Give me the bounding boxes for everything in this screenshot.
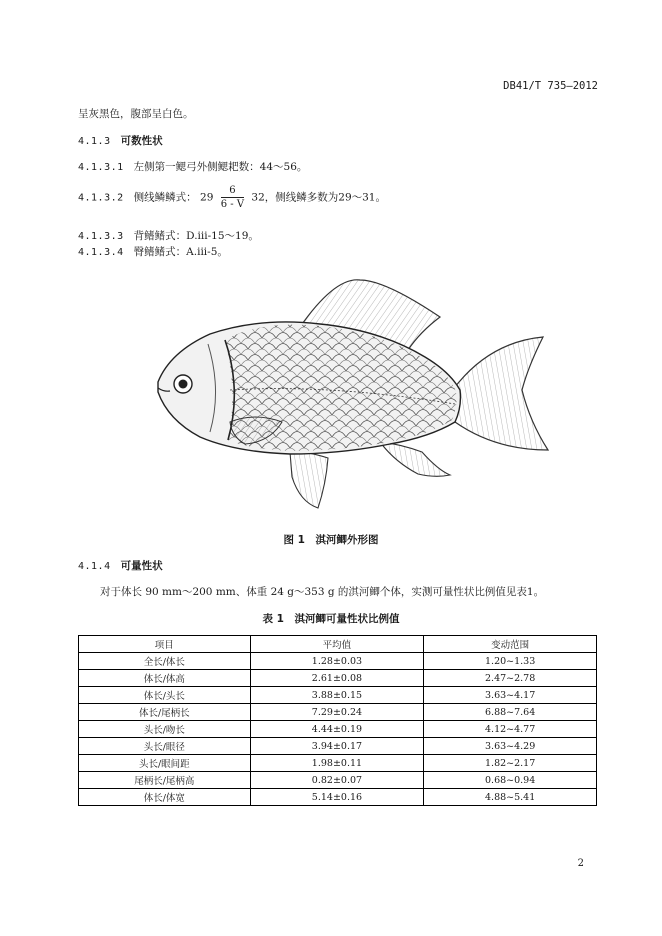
- fraction-numerator: 6: [221, 185, 244, 198]
- cell-item: 头长/眼间距: [79, 755, 251, 772]
- cell-item: 头长/眼径: [79, 738, 251, 755]
- table-row: [79, 738, 597, 755]
- tail-fin: [455, 337, 548, 450]
- cell-item: 体长/体高: [79, 670, 251, 687]
- clause-number: 4.1.3.1: [78, 162, 124, 173]
- cell-item: 体长/头长: [79, 687, 251, 704]
- clause-4-1-3-1: [78, 160, 307, 175]
- table-header-row: [79, 636, 597, 653]
- section-title: 可数性状: [120, 135, 163, 147]
- cell-item: 全长/体长: [79, 653, 251, 670]
- cell-item: 尾柄长/尾柄高: [79, 772, 251, 789]
- section-title: 可量性状: [120, 560, 163, 572]
- column-header-item: 项目: [79, 636, 251, 653]
- table-row: [79, 755, 597, 772]
- table-row: [79, 789, 597, 806]
- clause-number: 4.1.3.2: [78, 192, 124, 204]
- column-header-mean: 平均值: [250, 636, 424, 653]
- table-row: [79, 704, 597, 721]
- clause-4-1-3-2: [78, 185, 386, 210]
- clause-number: 4.1.3.4: [78, 247, 124, 258]
- table-row: [79, 721, 597, 738]
- measurement-intro: 对于体长 90 mm～200 mm、体重 24 g～353 g 的淇河鲫个体，实测可量性状比例值见表1。: [100, 586, 545, 598]
- cell-mean: 3.94±0.17: [250, 738, 424, 755]
- figure-caption: 图 1 淇河鲫外形图: [283, 534, 379, 546]
- cell-range: 2.47~2.78: [424, 670, 597, 687]
- cell-range: 0.68~0.94: [424, 772, 597, 789]
- clause-text: 背鳍鳍式：D.iii-15～19。: [133, 230, 259, 242]
- table-row: [79, 653, 597, 670]
- cell-range: 3.63~4.17: [424, 687, 597, 704]
- fraction-denominator: 6 - V: [220, 199, 245, 210]
- cell-range: 6.88~7.64: [424, 704, 597, 721]
- table-caption: 表 1 淇河鲫可量性状比例值: [262, 613, 400, 625]
- clause-text: 臀鳍鳍式：A.iii-5。: [133, 246, 228, 258]
- fish-illustration: [150, 272, 550, 512]
- clause-text: 左侧第一鳃弓外侧鳃耙数：44～56。: [133, 161, 308, 173]
- cell-item: 体长/尾柄长: [79, 704, 251, 721]
- color-description: 呈灰黑色，腹部呈白色。: [78, 108, 194, 120]
- cell-item: 头长/吻长: [79, 721, 251, 738]
- section-number: 4.1.3: [78, 136, 111, 147]
- cell-mean: 4.44±0.19: [250, 721, 424, 738]
- cell-range: 3.63~4.29: [424, 738, 597, 755]
- clause-4-1-3-3: [78, 229, 259, 244]
- cell-range: 1.82~2.17: [424, 755, 597, 772]
- measurement-table: [78, 635, 597, 806]
- cell-mean: 1.98±0.11: [250, 755, 424, 772]
- cell-mean: 0.82±0.07: [250, 772, 424, 789]
- scale-formula-fraction: [221, 185, 244, 210]
- cell-mean: 2.61±0.08: [250, 670, 424, 687]
- pelvic-fin: [290, 452, 328, 508]
- clause-label: 侧线鳞鳞式：: [133, 191, 197, 204]
- page-number: 2: [577, 858, 584, 869]
- anal-fin: [380, 442, 450, 476]
- section-number: 4.1.4: [78, 561, 111, 572]
- document-number: DB41/T 735—2012: [503, 80, 598, 92]
- table-row: [79, 687, 597, 704]
- scale-formula-right: 32，侧线鳞多数为29～31。: [251, 191, 386, 204]
- column-header-range: 变动范围: [424, 636, 597, 653]
- section-4-1-4-heading: [78, 559, 163, 574]
- table-row: [79, 772, 597, 789]
- table-row: [79, 670, 597, 687]
- cell-item: 体长/体宽: [79, 789, 251, 806]
- cell-mean: 5.14±0.16: [250, 789, 424, 806]
- cell-mean: 7.29±0.24: [250, 704, 424, 721]
- section-4-1-3-heading: [78, 134, 163, 149]
- scale-formula-left: 29: [200, 191, 214, 204]
- cell-mean: 3.88±0.15: [250, 687, 424, 704]
- clause-number: 4.1.3.3: [78, 231, 124, 242]
- cell-mean: 1.28±0.03: [250, 653, 424, 670]
- cell-range: 4.12~4.77: [424, 721, 597, 738]
- cell-range: 4.88~5.41: [424, 789, 597, 806]
- clause-4-1-3-4: [78, 245, 228, 260]
- cell-range: 1.20~1.33: [424, 653, 597, 670]
